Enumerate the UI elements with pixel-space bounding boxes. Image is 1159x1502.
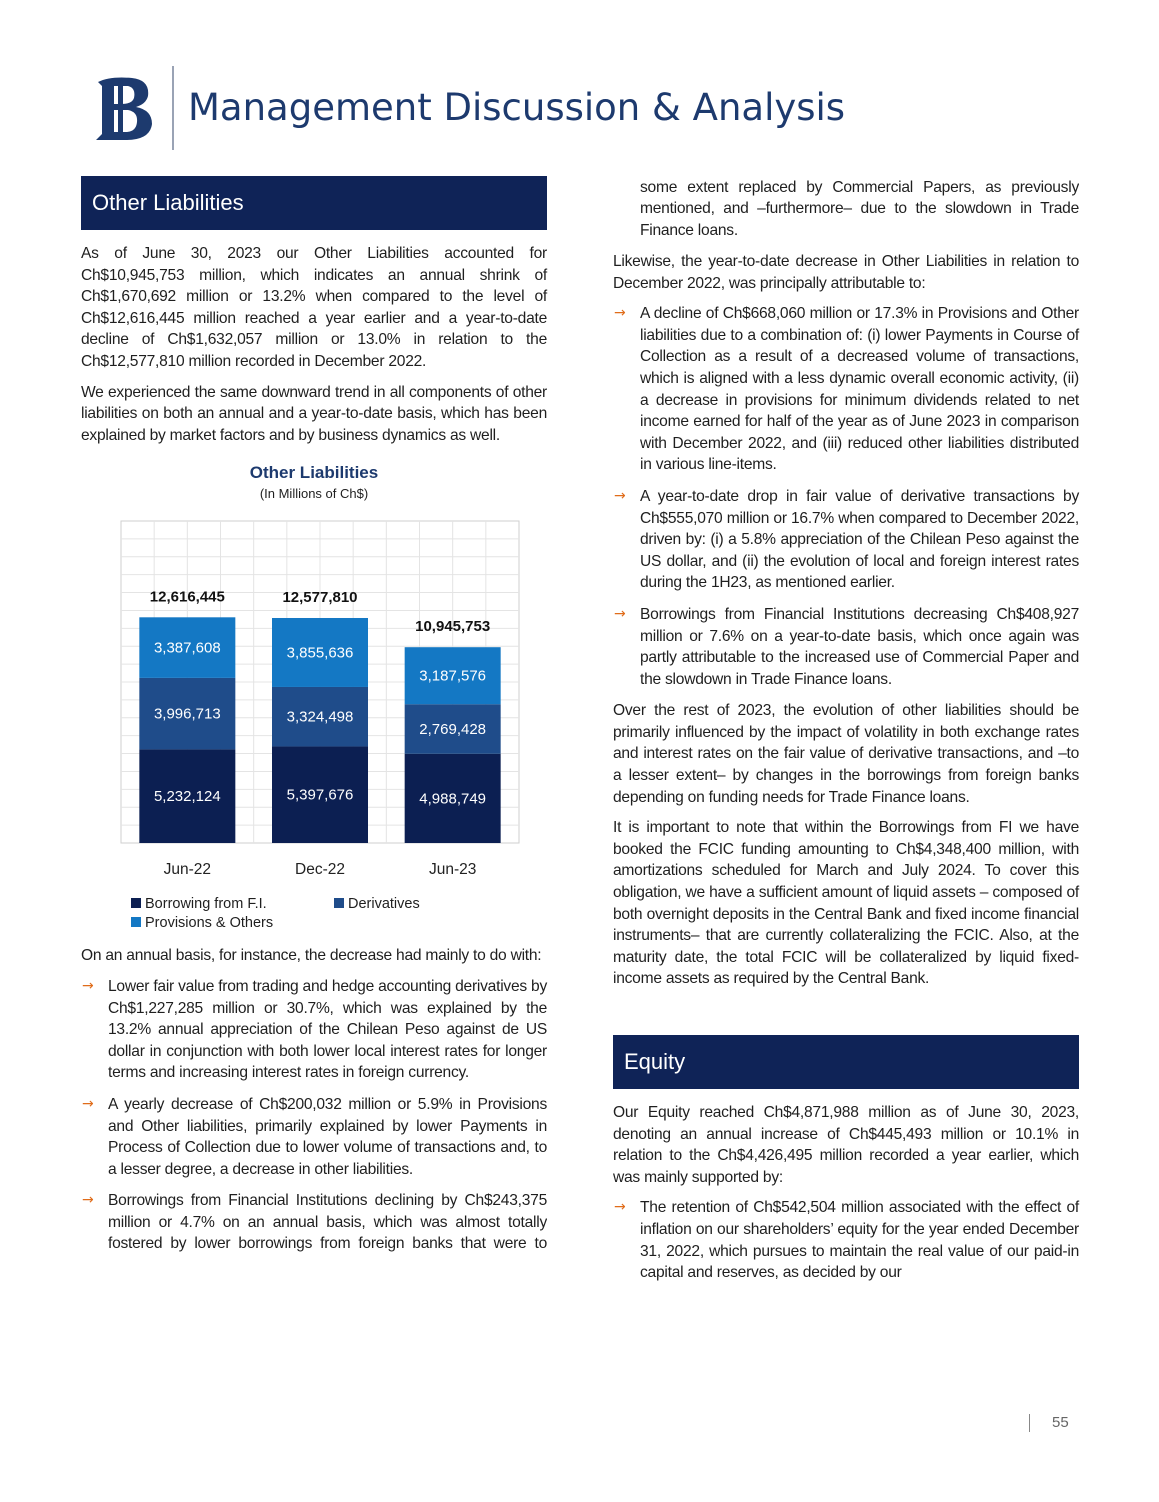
list-item-text: The retention of Ch$542,504 million associated with the effect of inflation on our shareholders’ equity for the year ended December 31, 2022, which pursues to maintain the real value of our paid-in capital and reserves, as decided by our (640, 1199, 1079, 1282)
arrow-bullet-icon: → (614, 305, 626, 322)
annual-bullet-list (81, 976, 547, 1180)
total-label: 12,577,810 (282, 589, 358, 607)
list-item-text: A yearly decrease of Ch$200,032 million or 5.9% in Provisions and Other liabilities, primarily explained by lower Payments in Process of Collection due to lower volume of transactions and, to a lesser degree, a decrease in other liabilities. (108, 1095, 547, 1178)
legend-label: Borrowing from F.I. (145, 896, 267, 913)
data-label: 2,769,428 (419, 721, 487, 739)
other-liabilities-chart (81, 455, 547, 945)
paragraph: We experienced the same downward trend in all components of other liabilities on both an annual and a year-to-date basis, which has been explained by market factors and by business dynamics as well. (81, 383, 547, 444)
list-item-text: Lower fair value from trading and hedge accounting derivatives by Ch$1,227,285 million or 30.7%, which was explained by the 13.2% annual appreciation of the Chilean Peso against de US dollar in conjunction with both lower local interest rates for longer terms and increasing interest rates in foreign currency. (108, 977, 547, 1082)
list-item-text: A decline of Ch$668,060 million or 17.3% in Provisions and Other liabilities due to a combination of: (i) lower Payments in Course of Collection as a result of a decreased volume of transactions, which is aligned with a less dynamic overall economic activity, (ii) a decrease in provisions for minimum dividends related to net income earned for half of the year as of June 2023 in comparison with December 2022, and (iii) reduced other liabilities distributed in various line-items. (640, 305, 1079, 474)
arrow-bullet-icon: → (614, 1199, 626, 1216)
x-tick-label: Jun-23 (428, 861, 477, 879)
arrow-bullet-icon: → (82, 1192, 94, 1209)
list-item-text-continued: some extent replaced by Commercial Papers, as previously mentioned, and –furthermore– due to the slowdown in Trade Finance loans. (640, 178, 1079, 239)
arrow-bullet-icon: → (614, 487, 626, 504)
bank-logo-icon (92, 72, 158, 144)
data-label: 3,855,636 (286, 644, 354, 662)
legend-label: Provisions & Others (145, 915, 274, 932)
total-label: 12,616,445 (149, 588, 225, 606)
x-tick-label: Jun-22 (163, 861, 212, 879)
list-item (613, 1197, 1079, 1283)
data-label: 3,996,713 (153, 705, 221, 723)
list-item-text: Borrowings from Financial Institutions decreasing Ch$408,927 million or 7.6% on a year-to-date basis, which once again was partly attributable to the increased use of Commercial Paper and the slowdown in Trade Finance loans. (640, 605, 1079, 688)
data-label: 5,232,124 (153, 788, 221, 806)
page-number: 55 (1052, 1414, 1069, 1431)
list-item (613, 303, 1079, 476)
legend-item-derivatives (334, 896, 420, 912)
paragraph: As of June 30, 2023 our Other Liabilities accounted for Ch$10,945,753 million, which indicates an annual shrink of Ch$1,670,692 million or 13.2% when compared to the level of Ch$12,616,445 million reached a year earlier and a year-to-date decline of Ch$1,632,057 million or 13.0% in relation to the Ch$12,577,810 million recorded in December 2022. (81, 245, 547, 370)
right-column (613, 176, 1079, 1294)
arrow-bullet-icon: → (614, 605, 626, 622)
annual-bullet-list-continued (81, 1190, 547, 1254)
data-label: 3,387,608 (153, 639, 221, 657)
continued-bullet (613, 176, 1079, 240)
paragraph: It is important to note that within the Borrowings from FI we have booked the FCIC funding amounting to Ch$4,348,400 million, with amortizations scheduled for March and July 2024. To cover this obligation, we have a sufficient amount of liquid assets – composed of both overnight deposits in the Central Bank and fixed income financial instruments– that are currently collateralizing the FCIC. Also, at the maturity date, the total FCIC will be collateralized by liquid fixed-income assets as required by the Central Bank. (613, 819, 1079, 988)
paragraph: Over the rest of 2023, the evolution of other liabilities should be primarily influenced by the impact of volatility in both exchange rates and interest rates on the fair value of derivative transactions, and –to a lesser extent– by changes in the borrowings from foreign banks depending on funding needs for Trade Finance loans. (613, 702, 1079, 806)
x-tick-label: Dec-22 (295, 861, 345, 879)
legend-item-borrowing (131, 896, 267, 912)
chart-subtitle: (In Millions of Ch$) (259, 486, 369, 502)
legend-item-provisions (131, 915, 273, 931)
legend-swatch (131, 898, 141, 908)
header-divider (172, 66, 174, 150)
data-label: 4,988,749 (419, 790, 487, 808)
total-label: 10,945,753 (415, 618, 491, 636)
list-item (81, 976, 547, 1084)
arrow-bullet-icon: → (82, 977, 94, 994)
list-item (81, 1094, 547, 1180)
legend-label: Derivatives (348, 896, 420, 913)
list-item (81, 1190, 547, 1254)
paragraph: On an annual basis, for instance, the decrease had mainly to do with: (81, 947, 542, 965)
list-item (613, 604, 1079, 690)
paragraph: Our Equity reached Ch$4,871,988 million as of June 30, 2023, denoting an annual increase of Ch$445,493 million or 10.1% in relation to the Ch$4,426,495 million recorded a year earlier, which was mainly supported by: (613, 1104, 1079, 1186)
page-footer (1029, 1414, 1069, 1432)
list-item-text: A year-to-date drop in fair value of derivative transactions by Ch$555,070 million or 16.7% when compared to December 2022, driven by: (i) a 5.8% appreciation of the Chilean Peso against the US dollar, and (ii) the evolution of local and foreign interest rates during the 1H23, as mentioned earlier. (640, 487, 1079, 592)
chart-plot (81, 455, 547, 895)
section-heading-equity: Equity (613, 1035, 1079, 1089)
paragraph: Likewise, the year-to-date decrease in Other Liabilities in relation to December 2022, was principally attributable to: (613, 253, 1079, 292)
data-label: 3,324,498 (286, 709, 354, 727)
left-column (81, 176, 547, 1254)
footer-divider (1029, 1414, 1030, 1432)
list-item-text: Borrowings from Financial Institutions declining by Ch$243,375 million or 4.7% on an annual basis, which was almost totally fostered by lower borrowings from foreign banks that were to (108, 1192, 547, 1253)
data-label: 5,397,676 (286, 787, 354, 805)
list-item (613, 486, 1079, 594)
arrow-bullet-icon: → (82, 1095, 94, 1112)
equity-bullet-list (613, 1197, 1079, 1283)
chart-title: Other Liabilities (249, 463, 379, 483)
ytd-bullet-list (613, 303, 1079, 690)
legend-swatch (131, 917, 141, 927)
data-label: 3,187,576 (419, 668, 487, 686)
section-heading-other-liabilities: Other Liabilities (81, 176, 547, 230)
legend-swatch (334, 898, 344, 908)
page-title: Management Discussion & Analysis (188, 86, 846, 129)
